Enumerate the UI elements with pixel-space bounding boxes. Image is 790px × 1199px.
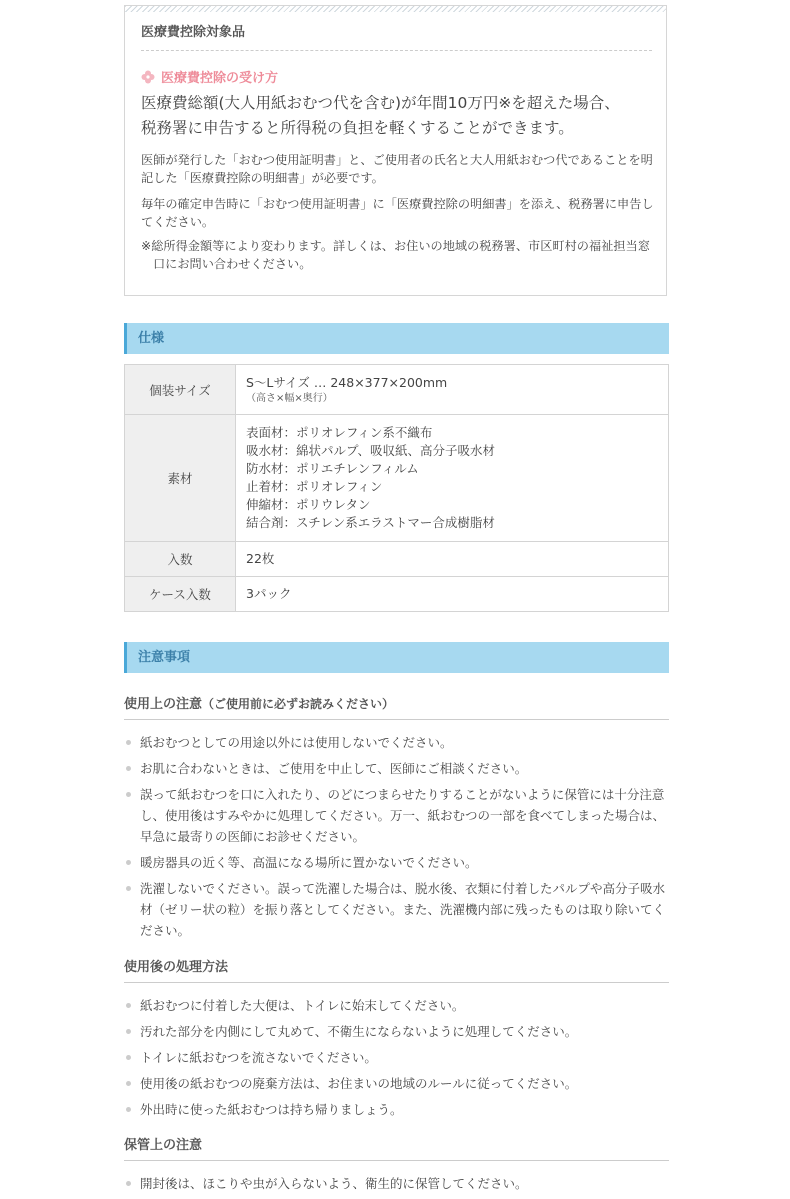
box-divider: [141, 50, 652, 51]
usage-notes-title-note: （ご使用前に必ずお読みください）: [202, 697, 395, 711]
list-item: 紙おむつとしての用途以外には使用しないでください。: [124, 732, 669, 753]
spec-value-case: 3パック: [236, 577, 669, 612]
spec-value-material: [236, 415, 669, 542]
list-item: 洗濯しないでください。誤って洗濯した場合は、脱水後、衣類に付着したパルプや高分子吸水材（ゼリー状の粒）を振り落としてください。また、洗濯機内部に残ったものは取り除いてください。: [124, 878, 669, 941]
list-item: 汚れた部分を内側にして丸めて、不衛生にならないように処理してください。: [124, 1021, 669, 1042]
list-item: 暖房器具の近く等、高温になる場所に置かないでください。: [124, 852, 669, 873]
material-line: 表面材：ポリオレフィン系不織布: [246, 425, 433, 440]
list-item: トイレに紙おむつを流さないでください。: [124, 1047, 669, 1068]
material-line: 結合剤：スチレン系エラストマー合成樹脂材: [246, 515, 495, 530]
spec-row-size: [125, 365, 669, 415]
material-line: 防水材：ポリエチレンフィルム: [246, 461, 419, 476]
deduction-note-3: ※総所得金額等により変わります。詳しくは、お住いの地域の税務署、市区町村の福祉担当窓口にお問い合わせください。: [141, 239, 650, 271]
deduction-note-1: 医師が発行した「おむつ使用証明書」と、ご使用者の氏名と大人用紙おむつ代であることを明記した「医療費控除の明細書」が必要です。: [141, 153, 653, 185]
storage-list: [124, 1173, 669, 1199]
deduction-heading: [141, 67, 278, 86]
size-value: S～Lサイズ … 248×377×200mm: [246, 374, 448, 390]
disposal-list: [124, 995, 669, 1125]
spec-label-case: ケース入数: [125, 577, 236, 612]
spec-value-size: [236, 365, 669, 415]
list-item: お肌に合わないときは、ご使用を中止して、医師にご相談ください。: [124, 758, 669, 779]
material-line: 止着材：ポリオレフィン: [246, 479, 383, 494]
flower-icon: [141, 70, 155, 84]
usage-notes-heading: [124, 693, 669, 720]
spec-row-case: [125, 577, 669, 612]
deduction-heading-text: 医療費控除の受け方: [161, 71, 279, 86]
box-title: 医療費控除対象品: [141, 25, 246, 40]
usage-notes-title: 使用上の注意: [124, 697, 203, 712]
spec-label-material: 素材: [125, 415, 236, 542]
list-item: 開封後は、ほこりや虫が入らないよう、衛生的に保管してください。: [124, 1173, 669, 1194]
spec-value-count: 22枚: [236, 542, 669, 577]
material-line: 吸水材：綿状パルプ、吸収紙、高分子吸水材: [246, 443, 496, 458]
list-item: 誤って紙おむつを口に入れたり、のどにつまらせたりすることがないように保管には十分注意し、使用後はすみやかに処理してください。万一、紙おむつの一部を食べてしまった場合は、早急に最寄りの医師にお診せください。: [124, 784, 669, 847]
list-item: 使用後の紙おむつの廃棄方法は、お住まいの地域のルールに従ってください。: [124, 1073, 669, 1094]
spec-row-material: [125, 415, 669, 542]
deduction-lead: [141, 91, 661, 141]
spec-row-count: [125, 542, 669, 577]
spec-table: [124, 364, 669, 612]
material-line: 伸縮材：ポリウレタン: [246, 497, 371, 512]
lead-line-1: 医療費総額(大人用紙おむつ代を含む)が年間10万円※を超えた場合、: [141, 94, 620, 112]
caution-section-header: 注意事項: [124, 642, 669, 673]
list-item: 紙おむつに付着した大便は、トイレに始末してください。: [124, 995, 669, 1016]
size-note: （高さ×幅×奥行）: [246, 392, 333, 404]
spec-section-header: 仕様: [124, 323, 669, 354]
list-item: 外出時に使った紙おむつは持ち帰りましょう。: [124, 1099, 669, 1120]
storage-heading: 保管上の注意: [124, 1134, 669, 1161]
disposal-heading: 使用後の処理方法: [124, 956, 669, 983]
spec-label-count: 入数: [125, 542, 236, 577]
usage-notes-list: [124, 732, 669, 946]
spec-label-size: 個装サイズ: [125, 365, 236, 415]
lead-line-2: 税務署に申告すると所得税の負担を軽くすることができます。: [141, 119, 574, 137]
medical-deduction-box: [124, 5, 667, 296]
box-top-stripe: [125, 5, 666, 12]
deduction-note-2: 毎年の確定申告時に「おむつ使用証明書」に「医療費控除の明細書」を添え、税務署に申告してください。: [141, 197, 654, 229]
